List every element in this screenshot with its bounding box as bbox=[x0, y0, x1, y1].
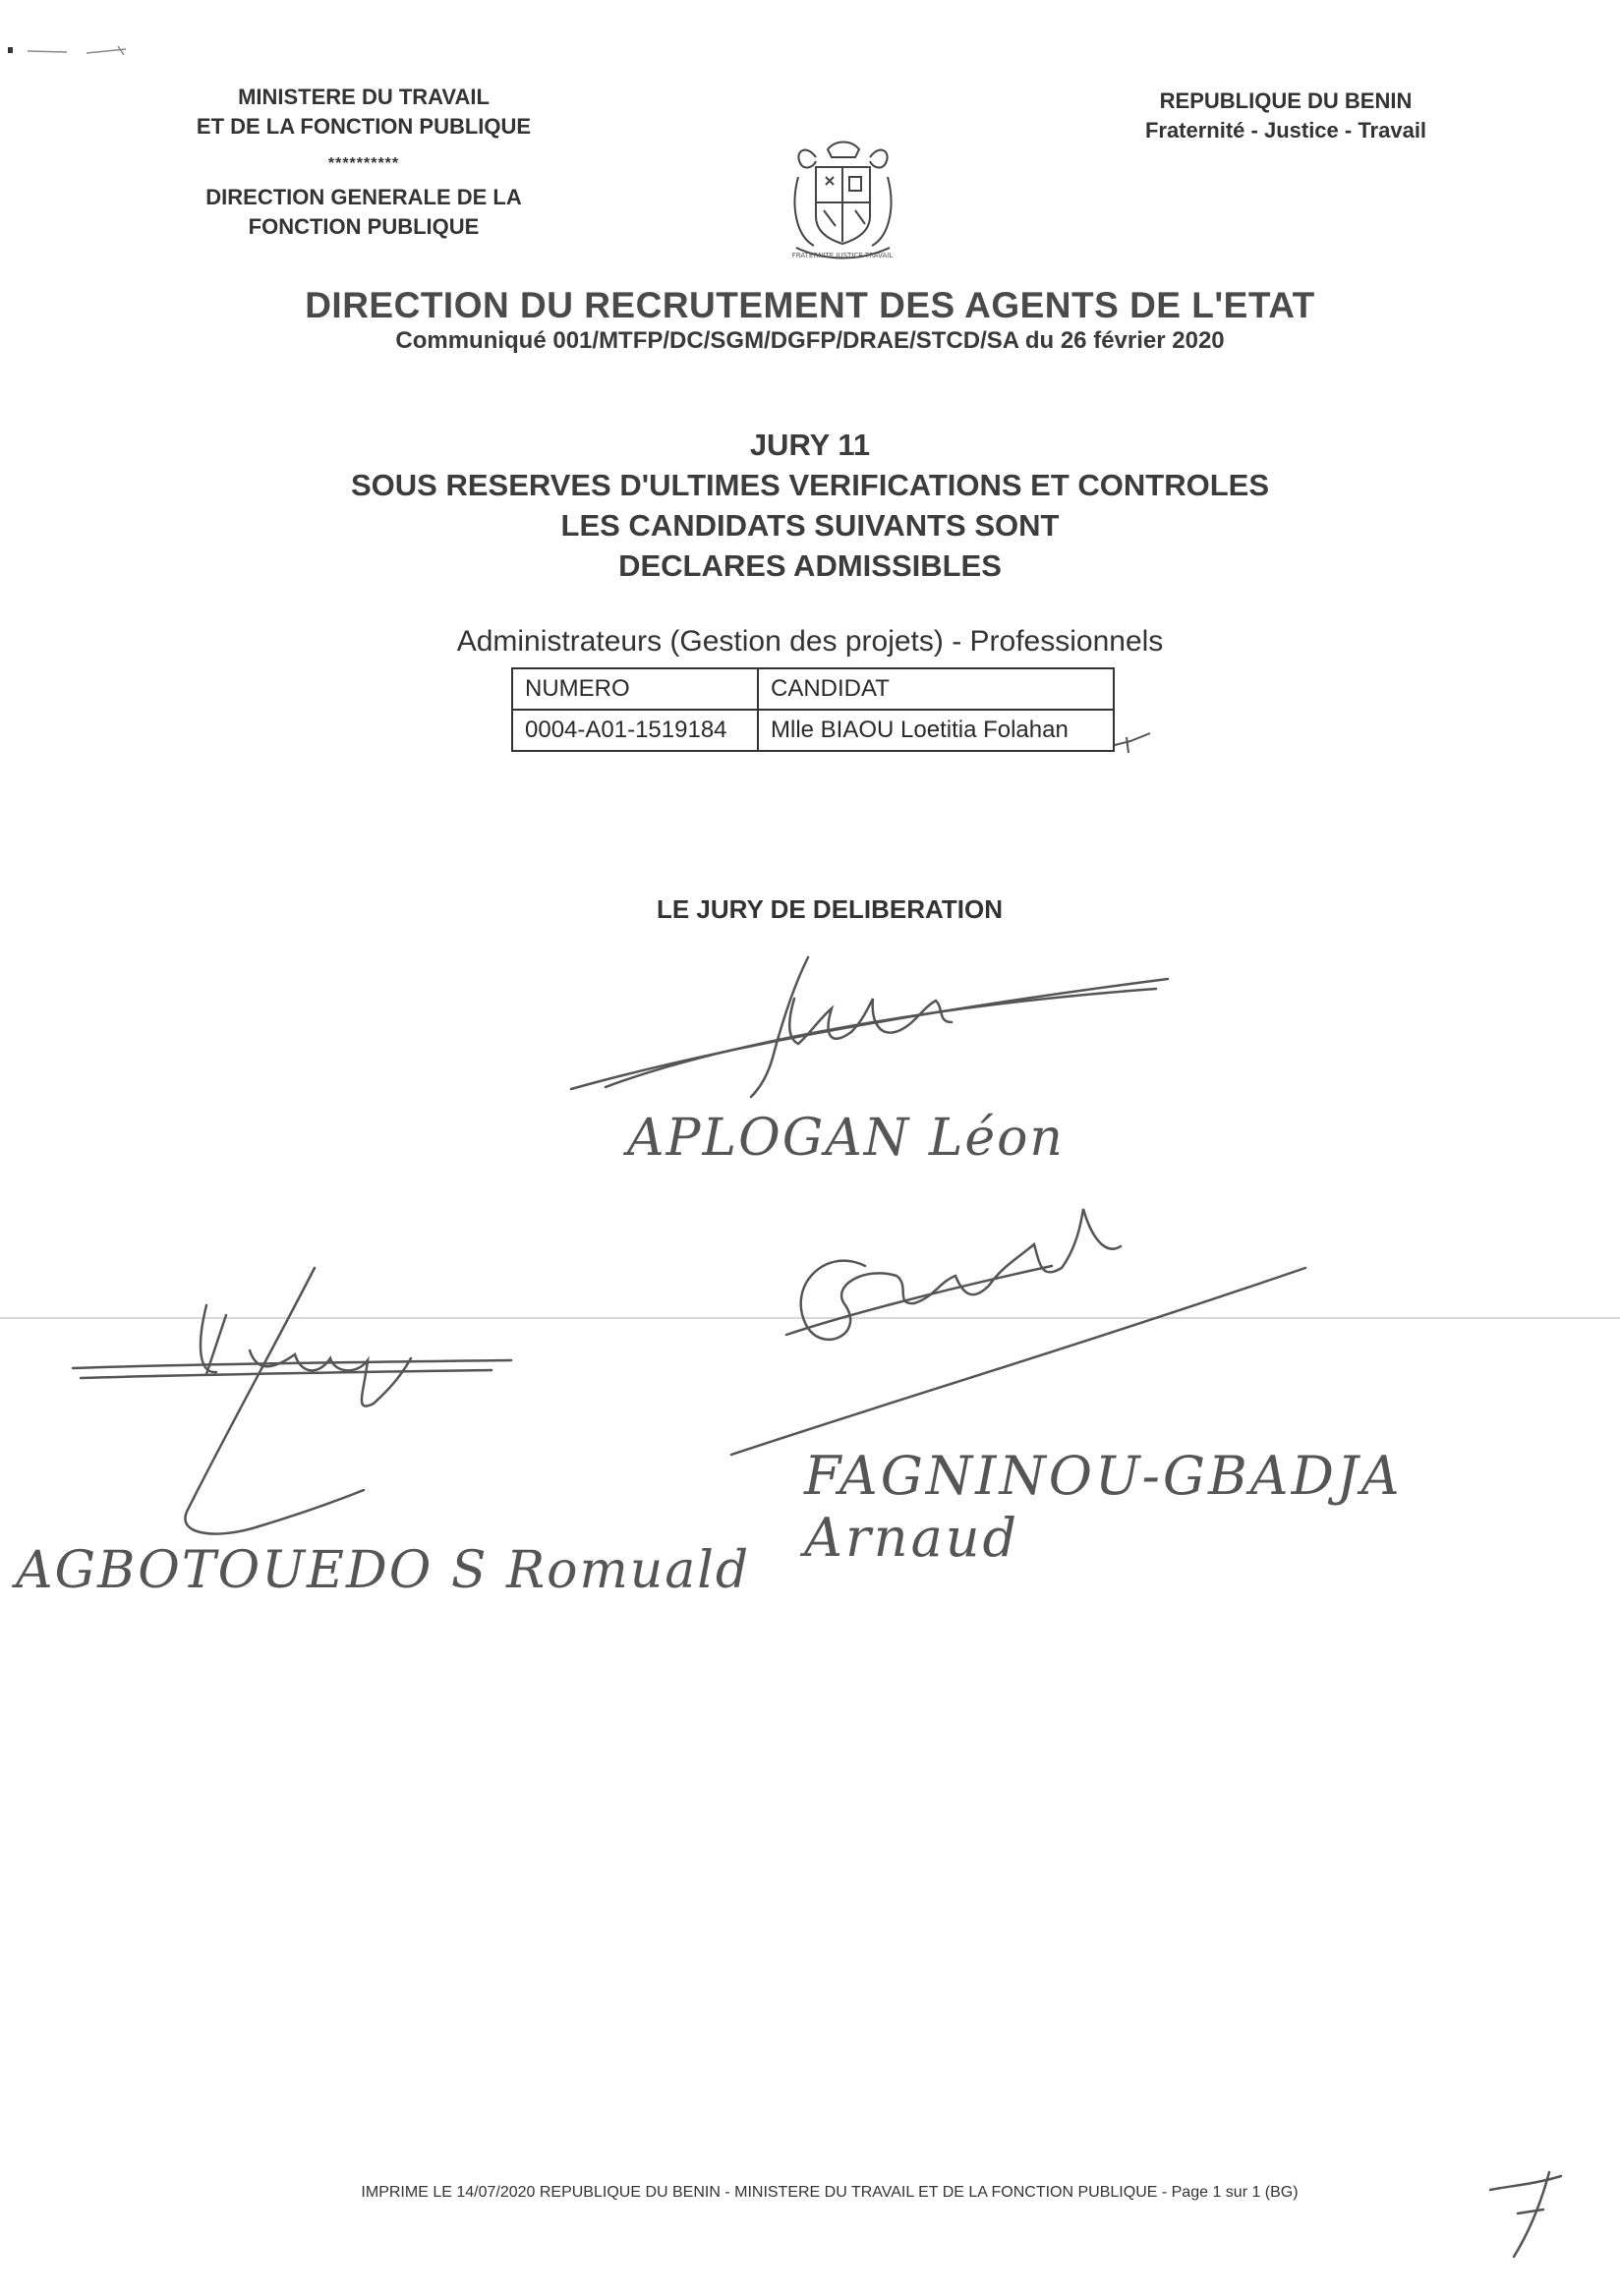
announcement bbox=[0, 425, 1620, 586]
scan-mark bbox=[8, 43, 136, 63]
signature-2 bbox=[727, 1207, 1317, 1463]
table-row bbox=[512, 710, 1114, 751]
candidate-number: 0004-A01-1519184 bbox=[512, 710, 758, 751]
signatory-name-3: AGBOTOUEDO S Romuald bbox=[16, 1541, 751, 1600]
page-mark-text: 1 bbox=[1567, 2256, 1569, 2258]
header-separator: ********** bbox=[327, 155, 400, 172]
print-footer: IMPRIME LE 14/07/2020 REPUBLIQUE DU BENIN - MINISTERE DU TRAVAIL ET DE LA FONCTION PUBLIQUE - Page 1 sur 1 (BG) bbox=[361, 2184, 1299, 2201]
ministry-header bbox=[138, 83, 590, 242]
announcement-line-1: SOUS RESERVES D'ULTIMES VERIFICATIONS ET CONTROLES bbox=[350, 468, 1270, 502]
republic-header bbox=[1089, 86, 1482, 145]
direction-line-2: FONCTION PUBLIQUE bbox=[248, 214, 480, 239]
job-category: Administrateurs (Gestion des projets) - Professionnels bbox=[456, 625, 1164, 658]
signatory-name-2: FAGNINOU-GBADJA Arnaud bbox=[804, 1445, 1403, 1569]
page-number-mark bbox=[1484, 2162, 1573, 2261]
column-header-candidat: CANDIDAT bbox=[758, 668, 1114, 710]
document-title: DIRECTION DU RECRUTEMENT DES AGENTS DE L'ETAT bbox=[305, 285, 1315, 325]
signatory-name-1: APLOGAN Léon bbox=[627, 1109, 1065, 1168]
handwritten-tick bbox=[1113, 729, 1152, 755]
announcement-line-3: DECLARES ADMISSIBLES bbox=[618, 548, 1002, 583]
national-motto: Fraternité - Justice - Travail bbox=[1144, 118, 1427, 143]
announcement-line-2: LES CANDIDATS SUIVANTS SONT bbox=[560, 508, 1060, 543]
ministry-line-2: ET DE LA FONCTION PUBLIQUE bbox=[196, 114, 532, 139]
svg-text:FRATERNITE JUSTICE TRAVAIL: FRATERNITE JUSTICE TRAVAIL bbox=[791, 252, 894, 259]
signature-1 bbox=[566, 949, 1176, 1117]
signature-3 bbox=[69, 1266, 531, 1551]
country-name: REPUBLIQUE DU BENIN bbox=[1159, 88, 1413, 113]
jury-number: JURY 11 bbox=[749, 428, 871, 462]
results-table bbox=[511, 667, 1115, 752]
jury-label: LE JURY DE DELIBERATION bbox=[656, 894, 1003, 924]
candidate-name: Mlle BIAOU Loetitia Folahan bbox=[758, 710, 1114, 751]
direction-line-1: DIRECTION GENERALE DE LA bbox=[205, 185, 522, 209]
column-header-numero: NUMERO bbox=[512, 668, 758, 710]
benin-coat-of-arms-icon bbox=[786, 138, 899, 265]
communique-reference: Communiqué 001/MTFP/DC/SGM/DGFP/DRAE/STCD/SA du 26 février 2020 bbox=[395, 327, 1225, 354]
table-header-row bbox=[512, 668, 1114, 710]
ministry-line-1: MINISTERE DU TRAVAIL bbox=[238, 85, 490, 109]
